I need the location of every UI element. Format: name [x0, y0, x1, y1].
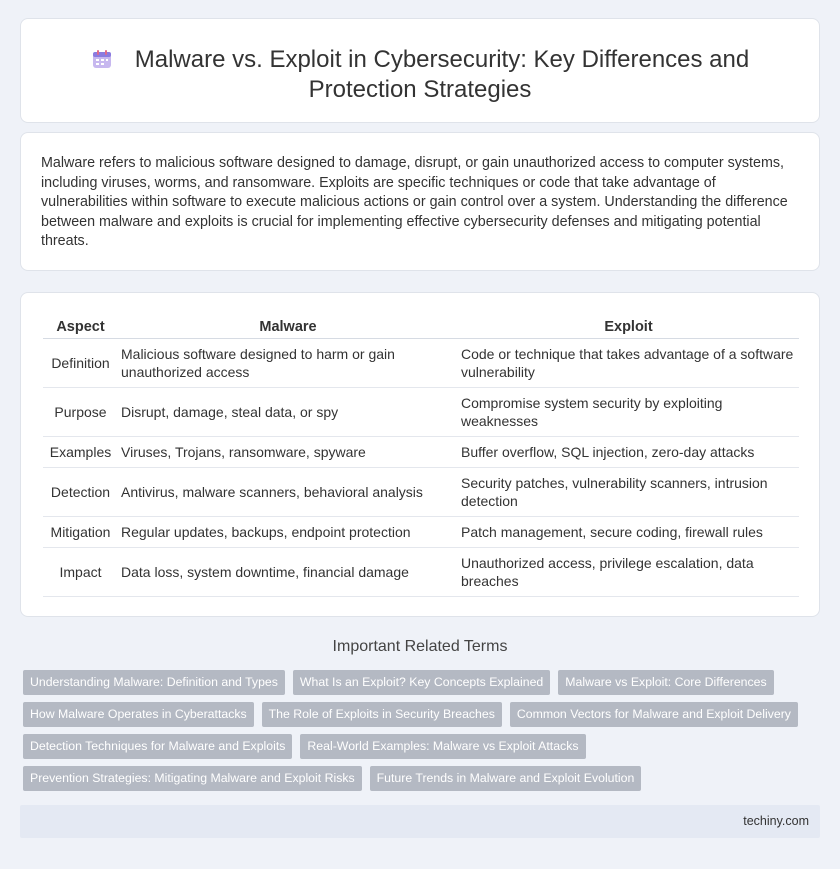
tag-row — [23, 766, 803, 791]
table-header-row — [43, 316, 799, 338]
aspect-cell: Definition — [43, 338, 118, 387]
related-term-link[interactable]: Common Vectors for Malware and Exploit Delivery — [510, 702, 798, 727]
related-terms-heading: Important Related Terms — [332, 638, 508, 655]
title-line-1: Malware vs. Exploit in Cybersecurity: Key Differences and — [134, 46, 750, 73]
header-aspect: Aspect — [43, 316, 118, 338]
footer — [20, 805, 820, 838]
exploit-cell: Unauthorized access, privilege escalation, data breaches — [458, 547, 799, 596]
comparison-table — [43, 316, 799, 597]
related-term-link[interactable]: The Role of Exploits in Security Breaches — [262, 702, 502, 727]
aspect-cell: Purpose — [43, 387, 118, 436]
malware-cell: Antivirus, malware scanners, behavioral analysis — [118, 467, 458, 516]
aspect-cell: Impact — [43, 547, 118, 596]
related-term-link[interactable]: Understanding Malware: Definition and Types — [23, 670, 285, 695]
aspect-cell: Mitigation — [43, 516, 118, 547]
tag-row — [23, 734, 803, 759]
related-term-link[interactable]: How Malware Operates in Cyberattacks — [23, 702, 254, 727]
exploit-cell: Patch management, secure coding, firewall rules — [458, 516, 799, 547]
related-term-link[interactable]: Real-World Examples: Malware vs Exploit Attacks — [300, 734, 585, 759]
table-row — [43, 436, 799, 467]
table-row — [43, 547, 799, 596]
related-terms-list — [23, 670, 803, 798]
exploit-cell: Code or technique that takes advantage of a software vulnerability — [458, 338, 799, 387]
related-term-link[interactable]: Future Trends in Malware and Exploit Evolution — [370, 766, 642, 791]
table-row — [43, 516, 799, 547]
comparison-card — [20, 292, 820, 617]
page-title — [21, 45, 819, 105]
exploit-cell: Compromise system security by exploiting weaknesses — [458, 387, 799, 436]
header-exploit: Exploit — [458, 316, 799, 338]
related-term-link[interactable]: Detection Techniques for Malware and Exploits — [23, 734, 292, 759]
intro-card — [20, 132, 820, 271]
malware-cell: Malicious software designed to harm or gain unauthorized access — [118, 338, 458, 387]
tag-row — [23, 702, 803, 727]
table-row — [43, 467, 799, 516]
table-row — [43, 387, 799, 436]
related-term-link[interactable]: What Is an Exploit? Key Concepts Explained — [293, 670, 550, 695]
malware-cell: Viruses, Trojans, ransomware, spyware — [118, 436, 458, 467]
malware-cell: Disrupt, damage, steal data, or spy — [118, 387, 458, 436]
footer-site-name: techiny.com — [743, 814, 809, 828]
calendar-icon — [91, 48, 113, 70]
tag-row — [23, 670, 803, 695]
intro-paragraph: Malware refers to malicious software designed to damage, disrupt, or gain unauthorized access to computer systems, including viruses, worms, and ransomware. Exploits are specific techniques or code that take advantage of vulnerabilities within software to execute malicious actions or gain control over a system. Understanding the difference between malware and exploits is crucial for implementing effective cybersecurity defenses and mitigating potential threats. — [41, 155, 788, 250]
malware-cell: Data loss, system downtime, financial damage — [118, 547, 458, 596]
title-card — [20, 18, 820, 123]
malware-cell: Regular updates, backups, endpoint protection — [118, 516, 458, 547]
title-line-2: Protection Strategies — [308, 76, 532, 103]
exploit-cell: Security patches, vulnerability scanners, intrusion detection — [458, 467, 799, 516]
related-term-link[interactable]: Malware vs Exploit: Core Differences — [558, 670, 773, 695]
header-malware: Malware — [118, 316, 458, 338]
table-row — [43, 338, 799, 387]
aspect-cell: Detection — [43, 467, 118, 516]
related-term-link[interactable]: Prevention Strategies: Mitigating Malware and Exploit Risks — [23, 766, 362, 791]
exploit-cell: Buffer overflow, SQL injection, zero-day attacks — [458, 436, 799, 467]
aspect-cell: Examples — [43, 436, 118, 467]
